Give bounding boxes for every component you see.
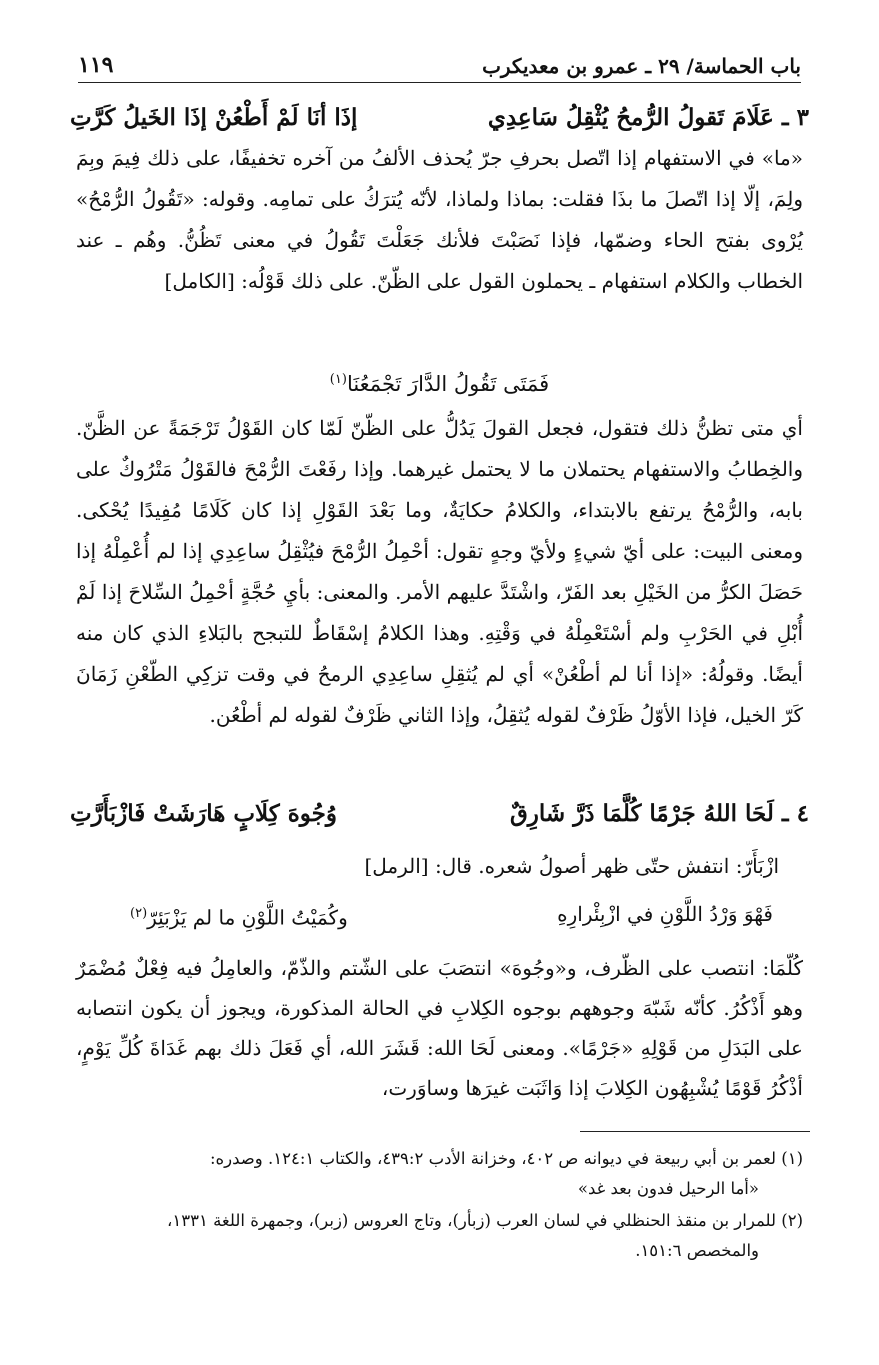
running-header bbox=[78, 42, 801, 83]
footnote-separator bbox=[580, 1131, 810, 1132]
footnote-2-line-1: (٢) للمرار بن منقذ الحنظلي في لسان العرب (زبأر)، وتاج العروس (زبر)، وجمهرة اللغة ١٣٣١، bbox=[167, 1211, 803, 1230]
verse-3-first-hemistich: ٣ ـ عَلَامَ تَقولُ الرُّمحُ يُثْقِلُ سَاعِدِي bbox=[487, 104, 809, 131]
verse-4-first-hemistich: ٤ ـ لَحَا اللهُ جَرْمًا كُلَّمَا ذَرَّ شَارِقٌ bbox=[509, 800, 809, 827]
quoted-verse-1-text: فَمَتَى تَقُولُ الدَّارَ تَجْمَعُنَا bbox=[346, 372, 550, 396]
quoted-verse-2-second-wrap bbox=[130, 896, 348, 936]
page-number: ١١٩ bbox=[78, 52, 114, 78]
quoted-verse-2 bbox=[130, 896, 773, 936]
commentary-paragraph-2: أي متى تظنُّ ذلك فتقول، فجعل القولَ يَدُلُّ على الظّنّ لَمّا كان القَوْلُ تَرْجَمَةً عن الظَّنّ. والخِطابُ والاستفهام يحتملان ما لا يحتمل غيرهما. وإذا رفَعْتَ الرُّمْحَ فالقَوْلُ مَتْرُوكٌ على بابه، والرُّمْحُ يرتفع بالابتداء، والكلامُ حكايَةٌ، وما بَعْدَ القَوْلِ إذا كان كَلَامًا مُفِيدًا يُحْكى. ومعنى البيت: على أيّ شيءٍ ولأيّ وجهٍ تقول: أحْمِلُ الرُّمْحَ فيُثْقِلُ ساعِدِي إذا لم أُعْمِلْهُ إذا حَصَلَ الكرُّ من الخَيْلِ بعد الفَرّ، واشْتَدَّ عليهم الأمر. والمعنى: بأيِ حُجَّةٍ أحْمِلُ السِّلاحَ إذا لَمْ أُبْلِ في الحَرْبِ ولم أسْتَعْمِلْهُ في وَقْتِهِ. وهذا الكلامُ إسْقَاطٌ للتبجح بالبَلاءِ الذي كان منه أيضًا. وقولُهُ: «إذا أنا لم أطْعُنْ» أي لم يُثقِلِ ساعِدِي الرمحُ في وقت تزكِي الطّعْنِ زَمَانَ كَرّ الخيل، فإذا الأوّلُ ظَرْفٌ لقوله يُثقِلُ، وإذا الثاني ظَرْفٌ لقوله لم أطْعُن. bbox=[76, 416, 803, 727]
chapter-title: باب الحماسة/ ٢٩ ـ عمرو بن معديكرب bbox=[482, 54, 801, 78]
footnote-marker-2: (٢) bbox=[130, 906, 148, 921]
footnote-marker-1: (١) bbox=[329, 372, 347, 387]
quoted-verse-2-first: فَهْوَ وَرْدُ اللَّوْنِ في ازْبِئْرارِهِ bbox=[557, 902, 773, 926]
quoted-verse-1 bbox=[76, 362, 803, 402]
commentary-paragraph-3: كُلّمَا: انتصب على الظّرف، و«وجُوهَ» انتصَبَ على الشّتم والذّمّ، والعامِلُ فيه فِعْلٌ مُضْمَرٌ وهو أَذْكُرُ. كأنّه شَبّهَ وجوههم بوجوه الكِلابِ في الحالة المذكورة، ويجوز أن يكون انتصابه على البَدَلِ من قَوْلِهِ «جَرْمًا». ومعنى لَحَا الله: قَشَرَ الله، أي فَعَلَ ذلك بهم غَدَاةَ كُلِّ يَوْمٍ، أذْكُرُ قَوْمًا يُشْبِهُون الكِلابَ إذا وَاثَبَت غيرَها وساوَرت، bbox=[76, 956, 803, 1100]
quoted-verse-2-second: وكُمَيْتُ اللَّوْنِ ما لم يَزْبَئِرّ bbox=[147, 905, 348, 930]
footnote-1-line-1: (١) لعمر بن أبي ربيعة في ديوانه ص ٤٠٢، وخزانة الأدب ٤٣٩:٢، والكتاب ١٢٤:١. وصدره: bbox=[209, 1149, 803, 1168]
footnote-2-line-2: والمخصص ١٥١:٦. bbox=[635, 1241, 759, 1260]
footnote-2 bbox=[76, 1206, 803, 1266]
verse-3 bbox=[70, 100, 809, 136]
definition-line: ازْبَأَرّ: انتفش حتّى ظهر أصولُ شعره. قال: [الرمل] bbox=[364, 854, 779, 878]
verse-3-second-hemistich: إذَا أنَا لَمْ أَطْعُنْ إذَا الخَيلُ كَرَّتِ bbox=[70, 104, 358, 131]
footnote-1 bbox=[76, 1144, 803, 1204]
verse-4-second-hemistich: وُجُوهَ كِلَابٍ هَارَشَتْ فَازْبَأَرَّتِ bbox=[70, 800, 337, 827]
footnote-1-line-2: «أما الرحيل فدون بعد غد» bbox=[577, 1179, 759, 1198]
commentary-paragraph-1: «ما» في الاستفهام إذا اتّصل بحرفِ جرّ يُحذف الألفُ من آخره تخفيفًا، على ذلك فِيمَ وبِمَ ولِمَ، إلّا إذا اتّصلَ ما بذَا فقلت: بماذا ولماذا، لأنّه يُترَكُ على تمامِه. وقوله: «تَقُولُ الرُّمْحُ» يُرْوى بفتح الحاء وضمّها، فإذا نَصَبْتَ فلأنك جَعَلْتَ تَقُولُ في معنى تَظُنُّ. وهُم ـ عند الخطاب والكلام استفهام ـ يحملون القول على الظّنّ. على ذلك قَوْلُه: [الكامل] bbox=[76, 146, 803, 293]
verse-4 bbox=[70, 796, 809, 832]
